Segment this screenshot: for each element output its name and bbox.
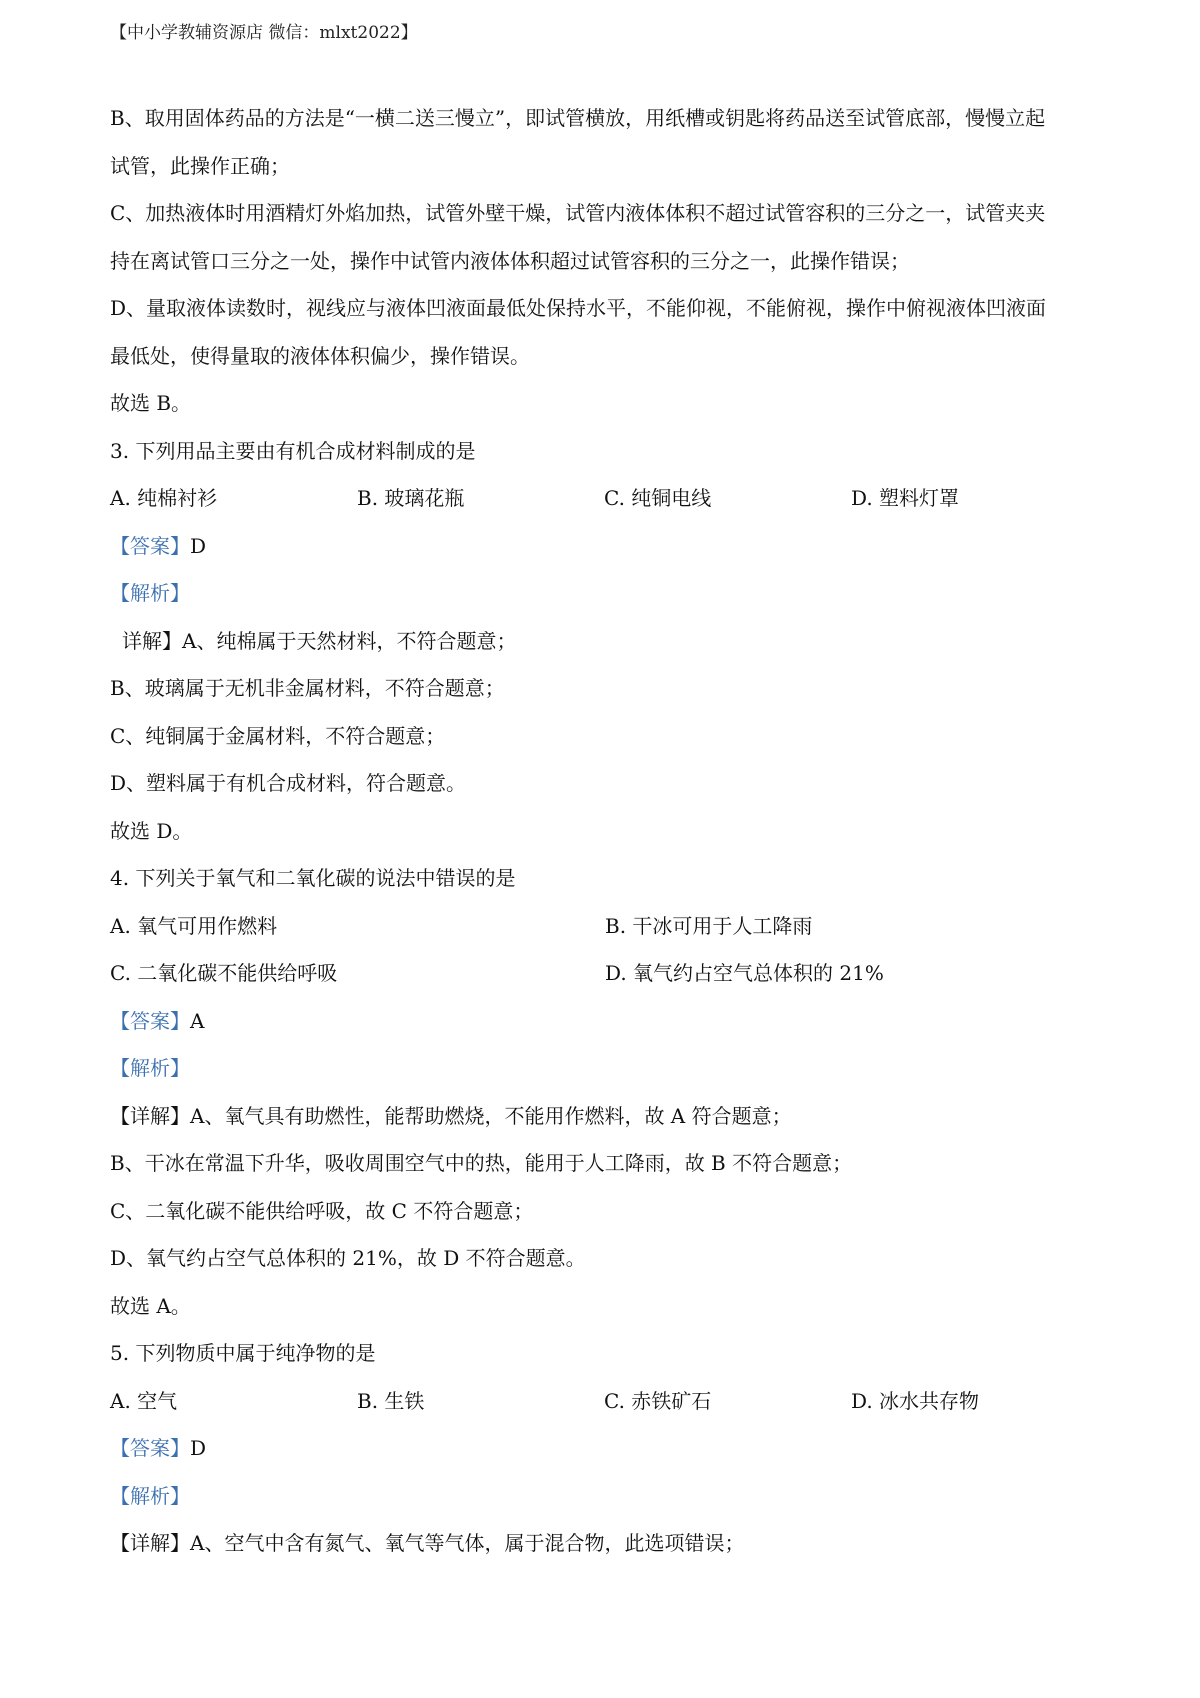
q2-option-b-line1: B、取用固体药品的方法是“一横二送三慢立”，即试管横放，用纸槽或钥匙将药品送至试管底部，慢慢立起 [110, 106, 1046, 130]
q4-answer-value: A [190, 1008, 205, 1033]
q4-answer-tag: 【答案】 [110, 1008, 190, 1033]
q3-detail-b: B、玻璃属于无机非金属材料，不符合题意； [110, 676, 505, 700]
q4-detail-a [110, 1093, 1100, 1141]
q4-option-b: B. 干冰可用于人工降雨 [605, 913, 813, 938]
q3-analysis-tag: 【解析】 [110, 581, 190, 605]
q4-detail-b: B、干冰在常温下升华，吸收周围空气中的热，能用于人工降雨，故 B 不符合题意； [110, 1151, 853, 1175]
q3-detail-c: C、纯铜属于金属材料，不符合题意； [110, 723, 446, 748]
q5-detail-prefix: 【详解】 [110, 1531, 190, 1555]
q5-answer-tag: 【答案】 [110, 1436, 190, 1460]
q5-detail-a-text: A、空气中含有氮气、氧气等气体，属于混合物，此选项错误； [190, 1531, 745, 1555]
q3-answer [110, 523, 1100, 571]
q5-option-b: B. 生铁 [357, 1388, 425, 1413]
q5-options [110, 1378, 1100, 1426]
page-content [110, 95, 1100, 1568]
q3-stem: 3. 下列用品主要由有机合成材料制成的是 [110, 438, 476, 463]
q3-detail-a [110, 618, 1100, 666]
q5-option-a: A. 空气 [110, 1388, 178, 1413]
q5-analysis [110, 1473, 1100, 1521]
q3-detail-d: D、塑料属于有机合成材料，符合题意。 [110, 771, 467, 795]
q4-analysis [110, 1045, 1100, 1093]
q5-option-d: D. 冰水共存物 [851, 1388, 980, 1413]
q3-option-a: A. 纯棉衬衫 [110, 486, 218, 510]
q4-options-row1 [110, 903, 1100, 951]
q4-detail-d: D、氧气约占空气总体积的 21%，故 D 不符合题意。 [110, 1246, 586, 1270]
q5-detail-a [110, 1520, 1100, 1568]
q4-detail-c: C、二氧化碳不能供给呼吸，故 C 不符合题意； [110, 1198, 534, 1223]
q4-stem: 4. 下列关于氧气和二氧化碳的说法中错误的是 [110, 866, 516, 890]
page-header: 【中小学教辅资源店 微信：mlxt2022】 [110, 23, 418, 43]
q4-option-a: A. 氧气可用作燃料 [110, 913, 278, 938]
q3-option-c: C. 纯铜电线 [604, 486, 712, 510]
q4-options-row2 [110, 950, 1100, 998]
q5-answer-value: D [190, 1436, 207, 1460]
q4-conclusion: 故选 A。 [110, 1293, 191, 1318]
q3-answer-value: D [190, 533, 207, 558]
q3-option-b: B. 玻璃花瓶 [357, 486, 465, 510]
q2-option-b-line2: 试管，此操作正确； [110, 153, 290, 178]
q3-option-d: D. 塑料灯罩 [851, 486, 960, 510]
q4-detail-a-text: A、氧气具有助燃性，能帮助燃烧，不能用作燃料，故 A 符合题意； [190, 1103, 792, 1128]
q5-stem: 5. 下列物质中属于纯净物的是 [110, 1341, 376, 1365]
q2-option-d-line2: 最低处，使得量取的液体体积偏少，操作错误。 [110, 343, 530, 368]
q5-analysis-tag: 【解析】 [110, 1483, 190, 1508]
q3-conclusion: 故选 D。 [110, 818, 193, 843]
q2-option-c-line1: C、加热液体时用酒精灯外焰加热，试管外壁干燥，试管内液体体积不超过试管容积的三分之一，试管夹夹 [110, 201, 1046, 225]
q3-detail-a-text: A、纯棉属于天然材料，不符合题意； [182, 628, 517, 653]
q4-detail-prefix: 【详解】 [110, 1103, 190, 1128]
q5-answer [110, 1425, 1100, 1473]
q4-option-d: D. 氧气约占空气总体积的 21% [605, 961, 884, 985]
q2-option-c-line2: 持在离试管口三分之一处，操作中试管内液体体积超过试管容积的三分之一，此操作错误； [110, 248, 910, 273]
q2-option-d-line1: D、量取液体读数时，视线应与液体凹液面最低处保持水平，不能仰视，不能俯视，操作中俯视液体凹液面 [110, 296, 1047, 320]
q3-detail-prefix: 详解】 [122, 628, 182, 653]
q3-answer-tag: 【答案】 [110, 533, 190, 558]
q3-options [110, 475, 1100, 523]
q4-answer [110, 998, 1100, 1046]
q2-conclusion: 故选 B。 [110, 391, 192, 415]
q4-option-c: C. 二氧化碳不能供给呼吸 [110, 961, 338, 985]
q3-analysis [110, 570, 1100, 618]
q4-analysis-tag: 【解析】 [110, 1056, 190, 1080]
q5-option-c: C. 赤铁矿石 [604, 1388, 712, 1413]
